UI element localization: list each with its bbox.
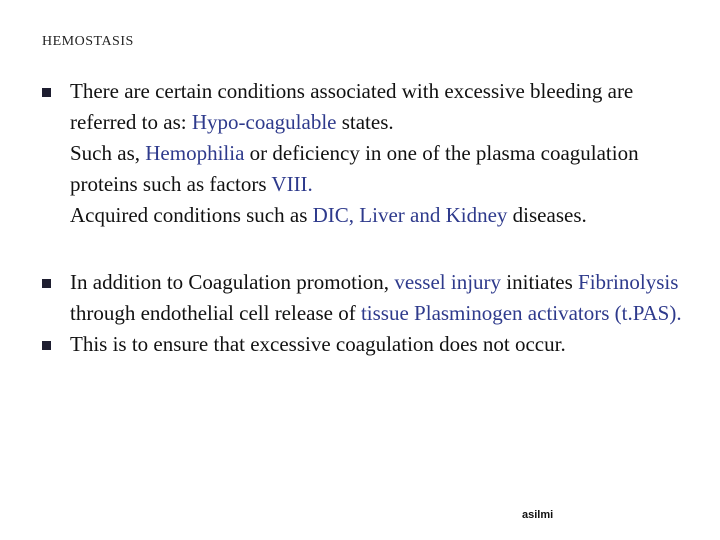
highlight-text: vessel injury bbox=[394, 270, 502, 294]
slide-title: HEMOSTASIS bbox=[42, 34, 134, 49]
bullet-item bbox=[42, 267, 682, 329]
text-run: This is to ensure that excessive coagulation does not occur. bbox=[70, 332, 566, 356]
highlight-text: Fibrinolysis bbox=[578, 270, 679, 294]
bullet-paragraph bbox=[70, 267, 682, 329]
highlight-text: DIC, Liver and Kidney bbox=[312, 203, 508, 227]
highlight-text: VIII. bbox=[271, 172, 313, 196]
highlight-text: tissue Plasminogen activators (t.PAS). bbox=[360, 301, 682, 325]
bullet-paragraph bbox=[70, 329, 682, 360]
text-run: initiates bbox=[501, 270, 579, 294]
text-run: Acquired conditions such as bbox=[70, 203, 313, 227]
bullet-paragraph bbox=[70, 138, 682, 200]
bullet-paragraph bbox=[70, 200, 682, 231]
square-bullet-icon bbox=[42, 279, 51, 288]
text-run: states. bbox=[336, 110, 394, 134]
square-bullet-icon bbox=[42, 88, 51, 97]
text-run: diseases. bbox=[507, 203, 587, 227]
text-run: or deficiency in one of the plasma coagulation proteins such as factors bbox=[70, 141, 639, 196]
bullet-list bbox=[42, 76, 682, 360]
text-run: There are certain conditions associated with excessive bleeding are referred to as: bbox=[70, 79, 634, 134]
text-run: In addition to Coagulation promotion, bbox=[70, 270, 395, 294]
bullet-item bbox=[42, 329, 682, 360]
highlight-text: Hypo-coagulable bbox=[191, 110, 337, 134]
bullet-item bbox=[42, 76, 682, 231]
text-run: through endothelial cell release of bbox=[70, 301, 361, 325]
highlight-text: Hemophilia bbox=[145, 141, 245, 165]
footer-credit: asilmi bbox=[522, 509, 554, 521]
text-run: Such as, bbox=[70, 141, 146, 165]
bullet-paragraph bbox=[70, 76, 682, 138]
square-bullet-icon bbox=[42, 341, 51, 350]
